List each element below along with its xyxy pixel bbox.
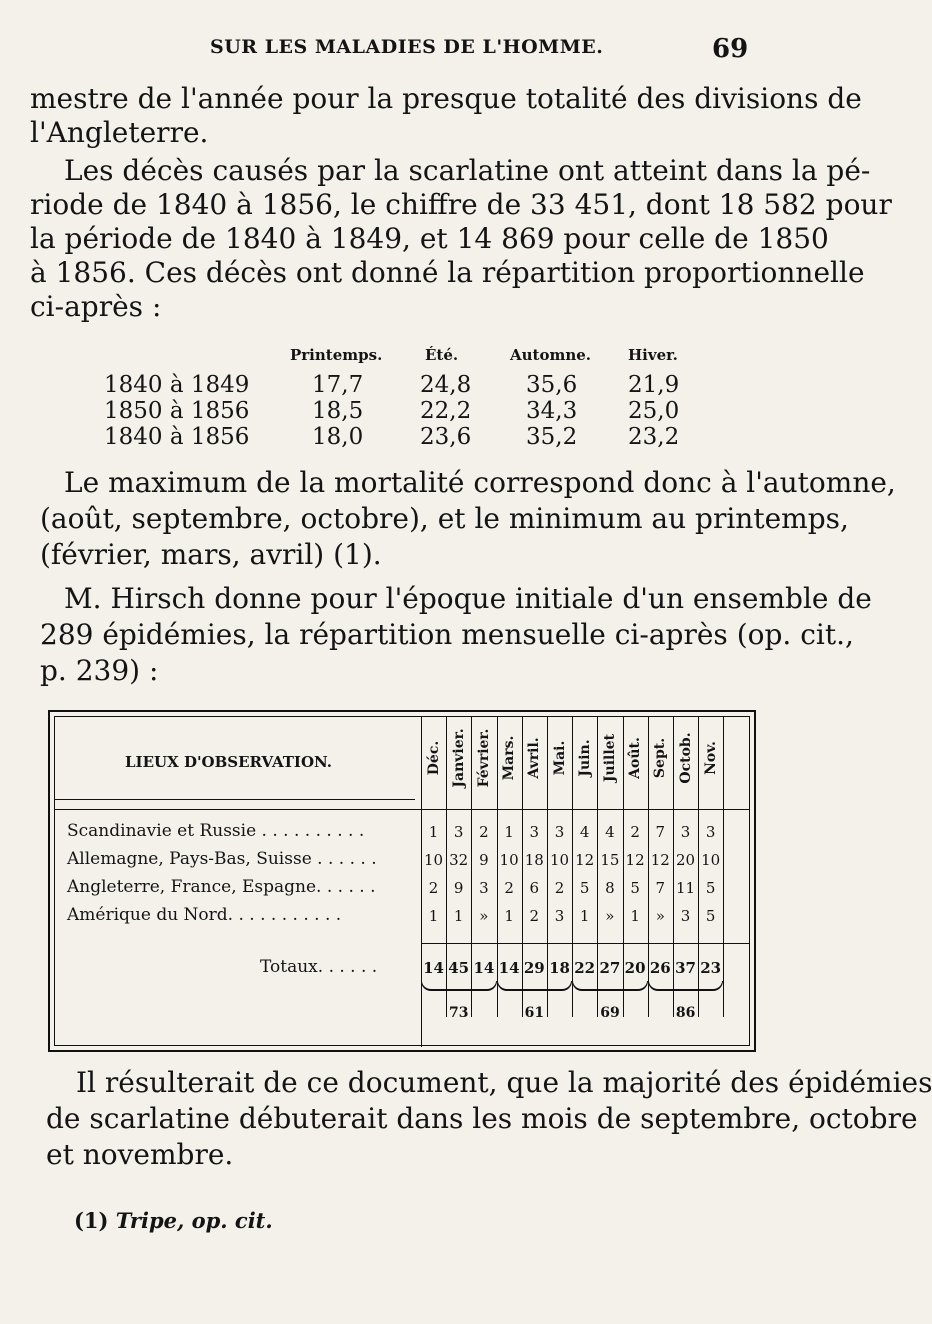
month-header — [624, 717, 646, 799]
table-cell: 11 — [675, 879, 696, 897]
season-value: 35,6 — [526, 372, 578, 398]
footnote — [74, 1208, 273, 1233]
total-cell: 14 — [498, 959, 520, 977]
month-header-label: Juin. — [576, 739, 593, 777]
total-cell: 14 — [473, 959, 495, 977]
total-cell: 14 — [423, 959, 444, 977]
season-total: 61 — [524, 1005, 545, 1021]
month-header-label: Janvier. — [450, 728, 467, 788]
table-cell: 1 — [428, 907, 439, 925]
total-cell: 22 — [574, 959, 596, 977]
text-line: ci-après : — [30, 290, 162, 323]
text-line: (août, septembre, octobre), et le minimum au printemps, — [40, 502, 849, 535]
table-cell: 10 — [499, 851, 519, 869]
table-cell: » — [655, 907, 665, 925]
month-header — [448, 717, 470, 799]
table-cell: 2 — [630, 823, 640, 841]
month-header — [700, 717, 722, 799]
table-cell: 2 — [479, 823, 489, 841]
table-cell: 5 — [579, 879, 590, 897]
table-cell: 4 — [579, 823, 590, 841]
divider — [55, 799, 415, 800]
season-header: Printemps. — [290, 346, 383, 364]
table-cell: 1 — [504, 907, 514, 925]
season-value: 17,7 — [312, 372, 364, 398]
total-cell: 29 — [523, 959, 545, 977]
divider — [55, 809, 749, 810]
table-cell: 1 — [428, 823, 439, 841]
table-cell: 10 — [549, 851, 570, 869]
period-label: 1840 à 1849 — [104, 372, 250, 398]
month-header — [498, 717, 520, 799]
period-label: 1850 à 1856 — [104, 398, 250, 424]
table-cell: 8 — [605, 879, 615, 897]
month-header-label: Avril. — [526, 737, 543, 779]
column-divider — [723, 717, 724, 1017]
running-title: SUR LES MALADIES DE L'HOMME. — [210, 36, 604, 58]
season-value: 22,2 — [420, 398, 472, 424]
total-cell: 26 — [649, 959, 671, 977]
footnote-text: Tripe, op. cit. — [115, 1208, 273, 1233]
text-line: de scarlatine débuterait dans les mois de septembre, octobre — [46, 1102, 918, 1135]
text-line: la période de 1840 à 1849, et 14 869 pour celle de 1850 — [30, 222, 829, 255]
table-cell: 7 — [655, 879, 666, 897]
season-header: Été. — [425, 346, 459, 364]
text-line: Le maximum de la mortalité correspond donc à l'automne, — [64, 466, 896, 499]
table-cell: 10 — [701, 851, 721, 869]
table-cell: 12 — [625, 851, 645, 869]
season-value: 18,0 — [312, 424, 364, 450]
row-label: Allemagne, Pays-Bas, Suisse . . . . . . — [67, 849, 377, 869]
month-header-label: Déc. — [425, 740, 442, 776]
table-cell: 7 — [655, 823, 666, 841]
table-cell: 18 — [524, 851, 544, 869]
table-cell: 3 — [554, 907, 565, 925]
season-value: 35,2 — [526, 424, 578, 450]
table-cell: 12 — [575, 851, 595, 869]
text-line: à 1856. Ces décès ont donné la répartition proportionnelle — [30, 256, 865, 289]
table-cell: » — [605, 907, 615, 925]
total-cell: 23 — [700, 959, 722, 977]
month-header-label: Février. — [475, 728, 492, 788]
season-header: Hiver. — [628, 346, 678, 364]
table-cell: 9 — [453, 879, 464, 897]
season-value: 25,0 — [628, 398, 680, 424]
season-total: 69 — [600, 1005, 620, 1021]
month-header-label: Juillet — [601, 733, 618, 783]
total-cell: 37 — [675, 959, 696, 977]
text-line: Les décès causés par la scarlatine ont atteint dans la pé- — [64, 154, 871, 187]
table-cell: 9 — [479, 851, 489, 869]
season-value: 24,8 — [420, 372, 472, 398]
totals-label: Totaux. . . . . . — [260, 957, 378, 977]
season-total: 86 — [675, 1005, 696, 1021]
text-line: et novembre. — [46, 1138, 234, 1171]
row-label: Amérique du Nord. . . . . . . . . . . — [67, 905, 342, 925]
table-cell: 15 — [600, 851, 620, 869]
row-label: Scandinavie et Russie . . . . . . . . . . — [67, 821, 365, 841]
month-header — [549, 717, 571, 799]
text-line: l'Angleterre. — [30, 116, 209, 149]
text-line: (février, mars, avril) (1). — [40, 538, 382, 571]
table-cell: 3 — [680, 907, 691, 925]
row-label: Angleterre, France, Espagne. . . . . . — [67, 877, 376, 897]
table-cell: » — [479, 907, 489, 925]
table-cell: 5 — [705, 907, 716, 925]
season-brace — [572, 981, 648, 991]
table-cell: 12 — [650, 851, 670, 869]
season-total: 73 — [449, 1005, 469, 1021]
table-cell: 10 — [423, 851, 444, 869]
table-cell: 32 — [449, 851, 469, 869]
table-cell: 3 — [529, 823, 540, 841]
month-header-label: Nov. — [702, 741, 719, 775]
table-cell: 1 — [630, 907, 640, 925]
text-line: M. Hirsch donne pour l'époque initiale d'un ensemble de — [64, 582, 872, 615]
month-header — [523, 717, 545, 799]
text-line: Il résulterait de ce document, que la majorité des épidémies — [76, 1066, 932, 1099]
season-brace — [497, 981, 573, 991]
text-line: riode de 1840 à 1856, le chiffre de 33 451, dont 18 582 pour — [30, 188, 892, 221]
month-header — [649, 717, 671, 799]
monthly-table — [48, 710, 756, 1052]
table-cell: 1 — [453, 907, 464, 925]
total-cell: 18 — [549, 959, 570, 977]
season-header: Automne. — [510, 346, 592, 364]
table-cell: 4 — [605, 823, 615, 841]
month-header-label: Mai. — [551, 740, 568, 776]
text-line: 289 épidémies, la répartition mensuelle ci-après (op. cit., — [40, 618, 854, 651]
period-label: 1840 à 1856 — [104, 424, 250, 450]
season-brace — [648, 981, 724, 991]
month-header — [473, 717, 495, 799]
table-cell: 2 — [504, 879, 514, 897]
footnote-marker: (1) — [74, 1208, 109, 1233]
table-cell: 3 — [680, 823, 691, 841]
month-header — [675, 717, 697, 799]
monthly-table-frame — [54, 716, 750, 1046]
page-number: 69 — [712, 34, 749, 64]
season-value: 34,3 — [526, 398, 578, 424]
total-cell: 27 — [599, 959, 621, 977]
table-cell: 1 — [504, 823, 514, 841]
month-header — [574, 717, 596, 799]
season-value: 23,6 — [420, 424, 472, 450]
text-line: p. 239) : — [40, 654, 159, 687]
table-cell: 5 — [705, 879, 716, 897]
table-cell: 3 — [554, 823, 565, 841]
table-cell: 20 — [675, 851, 696, 869]
text-line: mestre de l'année pour la presque totalité des divisions de — [30, 82, 862, 115]
total-cell: 45 — [448, 959, 470, 977]
table-cell: 2 — [554, 879, 565, 897]
table-cell: 3 — [453, 823, 464, 841]
column-header-places: LIEUX D'OBSERVATION. — [125, 753, 332, 771]
month-header-label: Août. — [627, 737, 644, 779]
month-header-label: Sept. — [652, 737, 669, 779]
season-brace — [421, 981, 497, 991]
month-header-label: Octob. — [677, 732, 694, 784]
season-value: 23,2 — [628, 424, 680, 450]
season-value: 21,9 — [628, 372, 680, 398]
month-header-label: Mars. — [501, 735, 518, 781]
table-cell: 5 — [630, 879, 640, 897]
table-cell: 2 — [529, 907, 540, 925]
table-cell: 3 — [479, 879, 489, 897]
table-cell: 2 — [428, 879, 439, 897]
month-header — [599, 717, 621, 799]
totals-divider — [421, 943, 749, 944]
month-header — [423, 717, 445, 799]
table-cell: 6 — [529, 879, 540, 897]
table-cell: 1 — [579, 907, 590, 925]
season-value: 18,5 — [312, 398, 364, 424]
total-cell: 20 — [624, 959, 646, 977]
table-cell: 3 — [705, 823, 716, 841]
